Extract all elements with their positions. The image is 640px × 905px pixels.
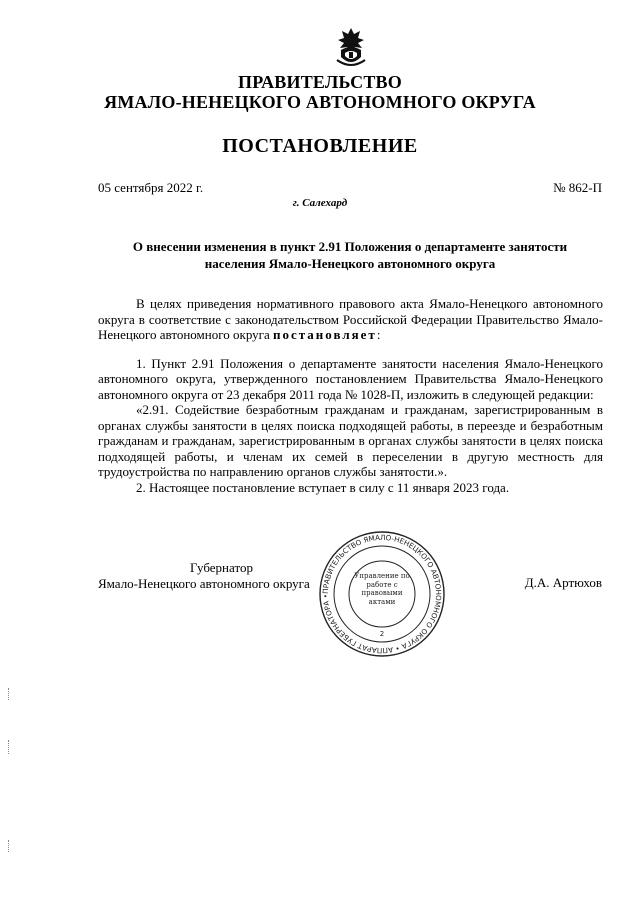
document-city: г. Салехард [292,197,348,209]
seal-inner-text: Управление по работе с правовыми актами [354,572,410,606]
paragraph-1-quote: «2.91. Содействие безработным гражданам и гражданам, зарегистрированным в органах службы занятости в целях поиска подходящей работы, в переезде и безработным гражданам и гражданам, зарегистрированным в органах службы занятости в целях поиска подходящей работы, и членам их семей в переселении в другую местность для трудоустройства по направлению органов службы занятости.». [98,402,603,479]
coat-of-arms-icon [333,26,369,68]
scan-margin-mark [8,740,11,754]
official-seal-stamp [318,530,446,658]
document-body [98,296,603,495]
signatory-title-line2: Ямало-Ненецкого автономного округа [98,576,310,591]
intro-text: В целях приведения нормативного правового акта Ямало-Ненецкого автономного округа в соответствие с законодательством Российской Федерации Правительство Ямало-Ненецкого автономного округа [98,296,603,342]
seal-outer-text: ПРАВИТЕЛЬСТВО ЯМАЛО-НЕНЕЦКОГО АВТОНОМНОГО ОКРУГА • АППАРАТ ГУБЕРНАТОРА • [320,532,444,656]
signatory-name: Д.А. Артюхов [524,575,602,590]
intro-paragraph [98,296,603,343]
paragraph-1: 1. Пункт 2.91 Положения о департаменте занятости населения Ямало-Ненецкого автономного округа, утвержденного постановлением Правительства Ямало-Ненецкого автономного округа от 23 декабря 2011 года № 1028-П, изложить в следующей редакции: [98,355,603,402]
subject-line1: О внесении изменения в пункт 2.91 Положения о департаменте занятости [132,239,568,254]
government-title-line1: ПРАВИТЕЛЬСТВО [238,72,402,92]
document-type-heading: ПОСТАНОВЛЕНИЕ [222,135,418,157]
intro-verb: постановляет [273,327,377,342]
government-title-line2: ЯМАЛО-НЕНЕЦКОГО АВТОНОМНОГО ОКРУГА [104,92,536,112]
government-title [0,72,640,112]
signatory-title-line1: Губернатор [190,560,253,575]
scan-margin-mark [8,688,11,700]
paragraph-2: 2. Настоящее постановление вступает в силу с 11 января 2023 года. [136,479,510,495]
seal-center-number: 2 [379,630,385,638]
signatory-title [98,560,310,592]
scan-margin-mark [8,840,11,852]
document-subject [100,238,600,272]
subject-line2: населения Ямало-Ненецкого автономного округа [204,256,496,271]
document-number: № 862-П [553,180,602,195]
document-date: 05 сентября 2022 г. [98,180,204,195]
intro-end: : [376,327,381,342]
